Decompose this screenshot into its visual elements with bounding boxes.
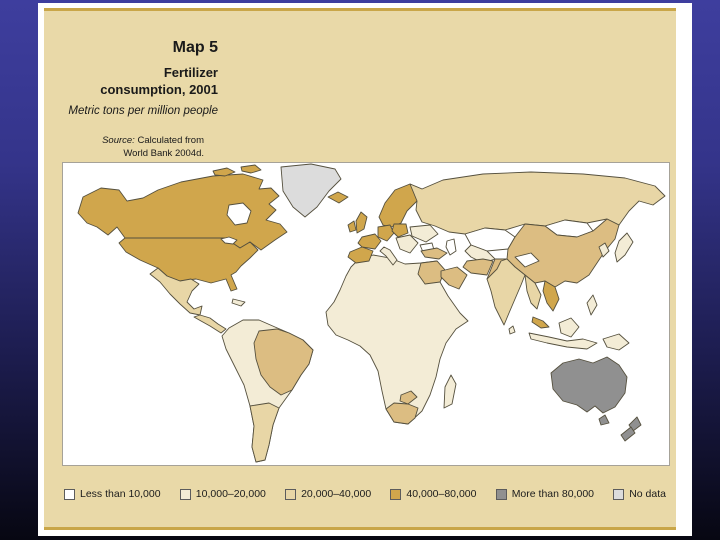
country-south-africa <box>386 403 418 424</box>
legend-swatch-40000-80000 <box>390 489 401 500</box>
figure-title-line2: consumption, 2001 <box>100 81 218 97</box>
island-borneo <box>559 318 579 337</box>
legend-swatch-more-than-80000 <box>496 489 507 500</box>
country-argentina <box>250 403 279 462</box>
legend-item-more-than-80000 <box>496 488 594 500</box>
country-australia <box>551 357 627 413</box>
country-new-zealand-south <box>621 427 635 441</box>
country-united-kingdom <box>356 212 367 233</box>
legend-item-less-than-10000 <box>64 488 161 500</box>
legend-swatch-10000-20000 <box>180 489 191 500</box>
legend-item-20000-40000 <box>285 488 371 500</box>
legend-label: 40,000–80,000 <box>406 488 477 500</box>
legend-label: More than 80,000 <box>511 488 594 500</box>
island-new-guinea <box>603 334 629 350</box>
legend-label: Less than 10,000 <box>80 488 161 500</box>
country-japan <box>615 233 633 262</box>
country-germany <box>378 225 394 241</box>
map-legend <box>62 488 668 500</box>
world-map-frame <box>62 162 670 466</box>
legend-label: 20,000–40,000 <box>301 488 372 500</box>
legend-label: 10,000–20,000 <box>195 488 266 500</box>
country-russia <box>410 172 665 234</box>
island-tasmania <box>599 415 609 425</box>
country-malaysia <box>532 317 549 328</box>
figure-panel <box>44 8 676 530</box>
country-madagascar <box>444 375 456 408</box>
figure-units: Metric tons per million people <box>68 104 218 117</box>
region-iberia <box>348 247 373 263</box>
source-label: Source: <box>102 134 135 146</box>
country-ireland <box>348 221 356 232</box>
legend-swatch-less-than-10000 <box>64 489 75 500</box>
figure-title-line1: Fertilizer <box>163 65 218 80</box>
region-balkans <box>396 235 418 253</box>
world-choropleth-map <box>63 163 669 465</box>
country-iceland <box>328 192 348 203</box>
figure-title-block <box>46 39 218 160</box>
country-iran <box>463 259 493 275</box>
country-poland <box>392 224 408 237</box>
source-text-line1: Calculated from <box>137 134 204 146</box>
country-cuba <box>232 299 245 306</box>
figure-number: Map 5 <box>172 39 218 56</box>
legend-item-40000-80000 <box>390 488 476 500</box>
figure-source <box>46 135 204 161</box>
slide-content-panel <box>38 3 692 536</box>
source-text-line2: World Bank 2004d. <box>123 147 204 159</box>
country-philippines <box>587 295 597 315</box>
country-saudi-arabia <box>441 267 467 289</box>
legend-item-10000-20000 <box>180 488 266 500</box>
legend-item-no-data <box>613 488 666 500</box>
caspian-sea <box>446 239 456 255</box>
arctic-island-2 <box>241 165 261 173</box>
legend-swatch-20000-40000 <box>285 489 296 500</box>
country-indonesia <box>529 333 597 349</box>
country-greenland <box>281 164 341 217</box>
legend-swatch-no-data <box>613 489 624 500</box>
region-central-america <box>194 315 226 333</box>
legend-label: No data <box>629 488 666 500</box>
country-sri-lanka <box>509 326 515 334</box>
